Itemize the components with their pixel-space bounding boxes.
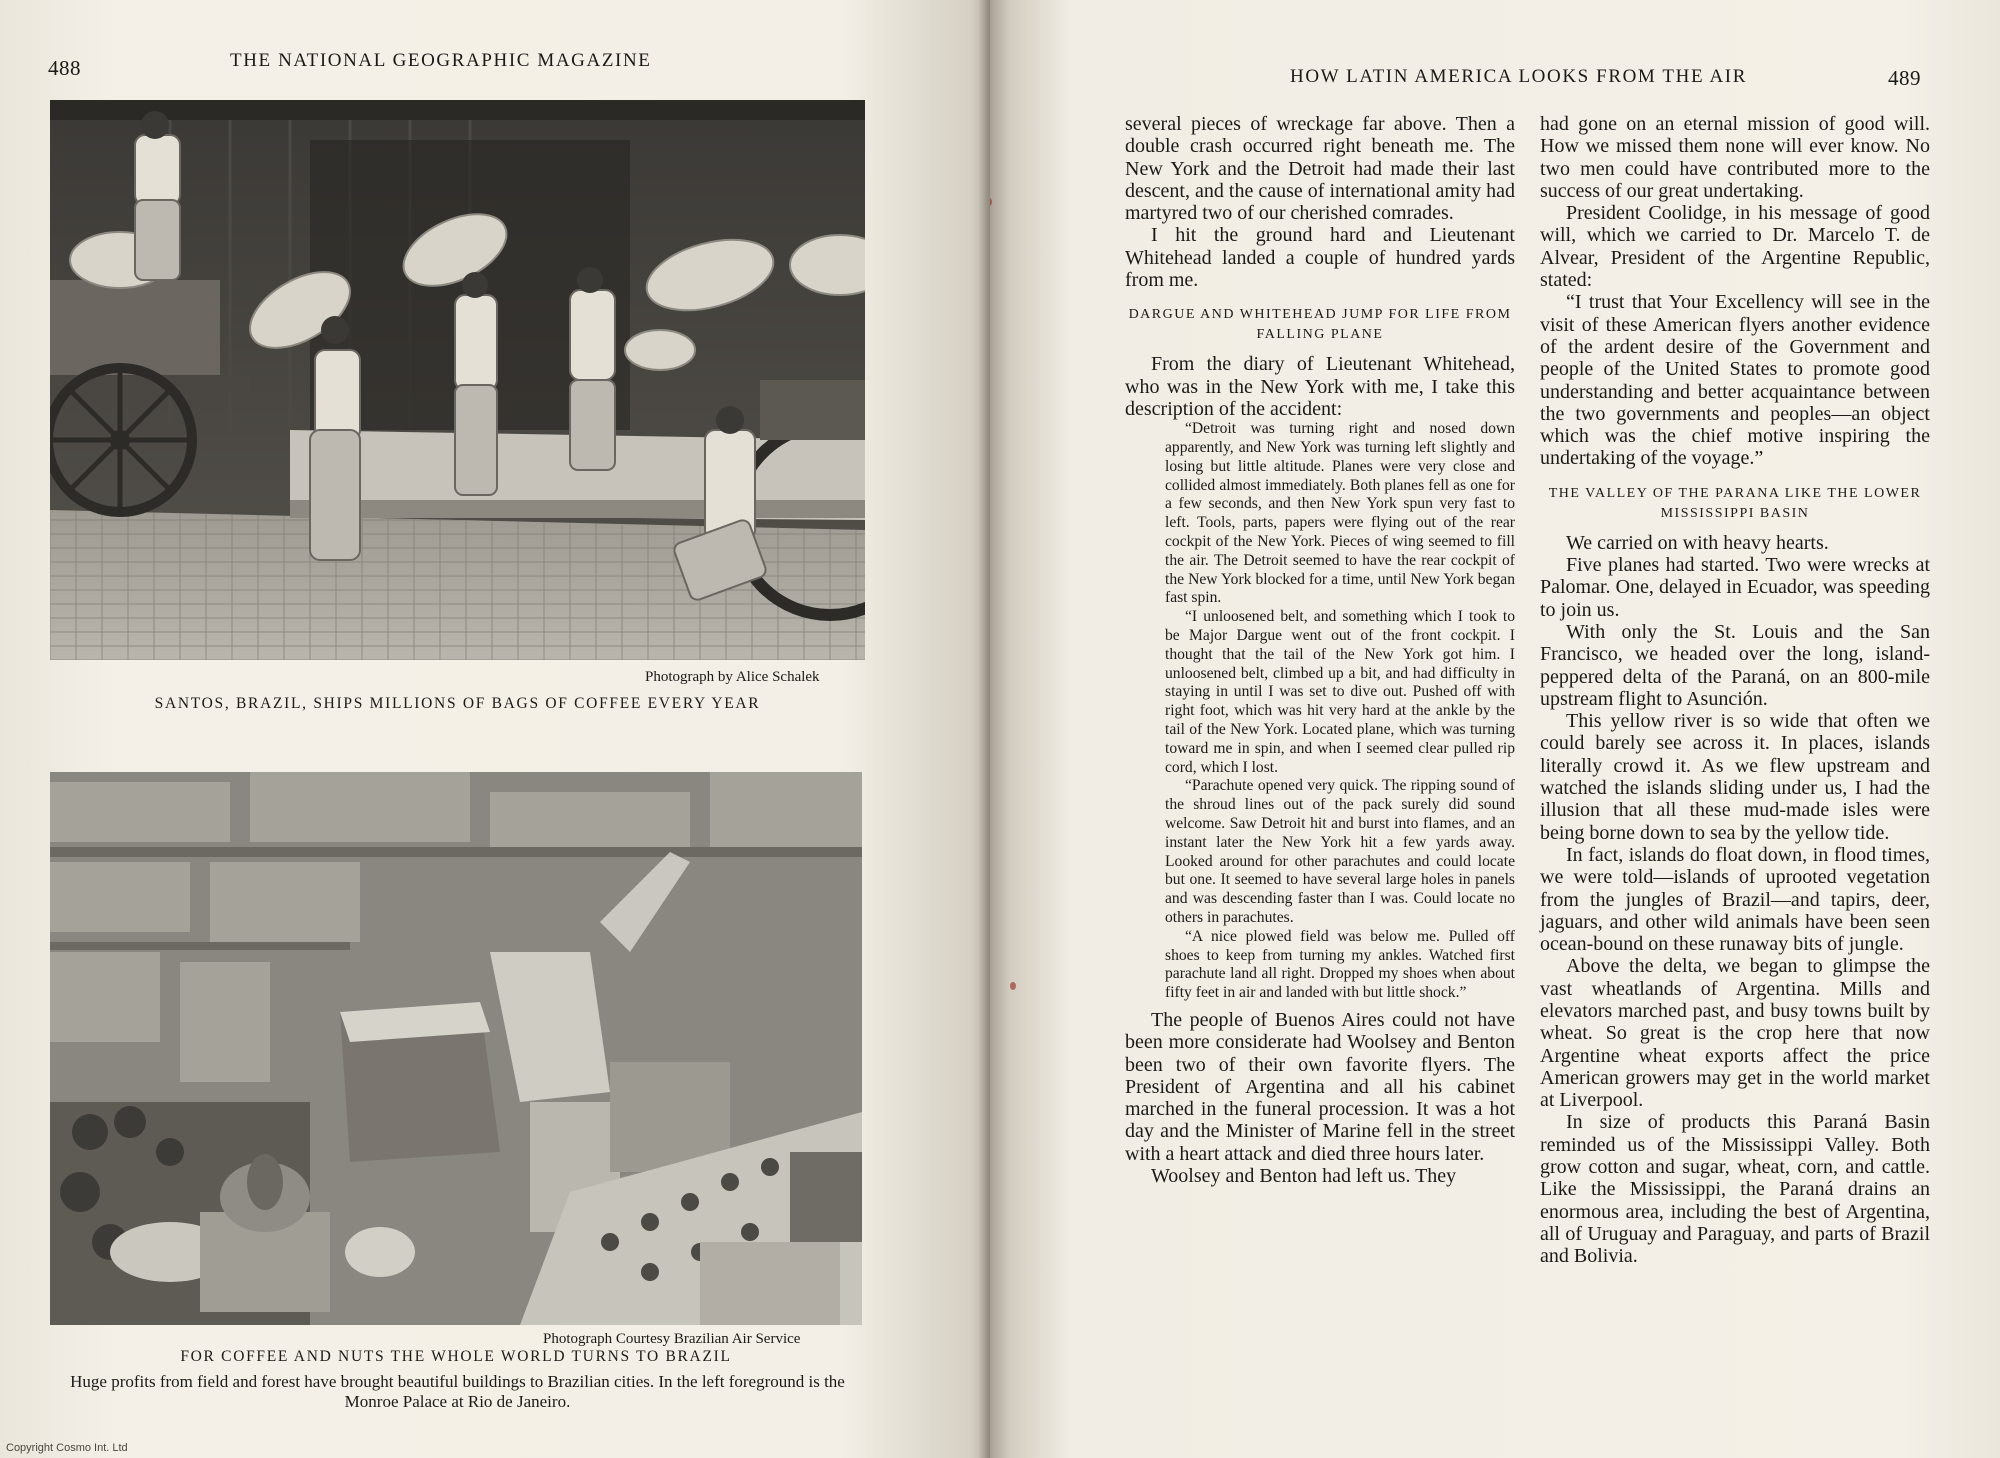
diary-quote: “A nice plowed field was below me. Pulled off shoes to keep from turning my ankles. Watched first parachute land all right. Dropped my shoes when about fifty feet in air and landed with but little shock.” [1165,927,1515,1002]
aerial-city-illustration [50,772,862,1325]
aerial-city-photo [50,772,862,1325]
copyright-notice: Copyright Cosmo Int. Ltd [6,1442,128,1454]
paragraph: From the diary of Lieutenant Whitehead, who was in the New York with me, I take this description of the accident: [1125,353,1515,420]
text-column-right [1540,113,1930,1268]
paragraph: had gone on an eternal mission of good will. How we missed them none will ever know. No two men could have contributed more to the success of our great undertaking. [1540,113,1930,202]
running-head: HOW LATIN AMERICA LOOKS FROM THE AIR [1290,66,1747,87]
photo-credit: Photograph by Alice Schalek [645,669,820,685]
paragraph: Above the delta, we began to glimpse the vast wheatlands of Argentina. Mills and elevators marched past, and busy towns built by wheat. So great is the crop here that now Argentine wheat exports affect the price American growers may get in the world market at Liverpool. [1540,955,1930,1112]
photo-caption-title: FOR COFFEE AND NUTS THE WHOLE WORLD TURNS TO BRAZIL [180,1348,732,1365]
paragraph: In size of products this Paraná Basin reminded us of the Mississippi Valley. Both grow cotton and sugar, wheat, corn, and cattle. Like the Mississippi, the Paraná drains an enormous area, including the best of Argentina, all of Uruguay and Paraguay, and parts of Brazil and Bolivia. [1540,1111,1930,1268]
paragraph: The people of Buenos Aires could not have been more considerate had Woolsey and Benton been two of their own favorite flyers. The President of Argentina and all his cabinet marched in the funeral procession. It was a hot day and the Minister of Marine fell in the street with a heart attack and died three hours later. [1125,1008,1515,1165]
diary-quote: “Parachute opened very quick. The ripping sound of the shroud lines out of the pack surely did sound welcome. Saw Detroit hit and burst into flames, and an instant later the New York hit a few yards away. Looked around for other parachutes and could locate but one. It seemed to have several large holes in panels and was descending faster than I was. Could locate no others in parachutes. [1165,777,1515,926]
section-subhead: DARGUE AND WHITEHEAD JUMP FOR LIFE FROM FALLING PLANE [1128,307,1512,343]
right-page [990,0,2000,1458]
text-column-left [1125,113,1515,1187]
photo-caption-body: Huge profits from field and forest have brought beautiful buildings to Brazilian cities. In the left foreground is the Monroe Palace at Rio de Janeiro. [70,1372,845,1411]
photo-credit: Photograph Courtesy Brazilian Air Service [543,1331,801,1347]
page-number: 488 [48,56,81,80]
coffee-bags-photo [50,100,865,660]
paragraph: This yellow river is so wide that often we could barely see across it. In places, islands literally crowd it. As we flew upstream and watched the islands sliding under us, I had the illusion that all these mud-made isles were being borne down to sea by the yellow tide. [1540,710,1930,844]
coffee-bags-illustration [50,100,865,660]
paragraph: Five planes had started. Two were wrecks at Palomar. One, delayed in Ecuador, was speeding to join us. [1540,554,1930,621]
paragraph: President Coolidge, in his message of good will, which we carried to Dr. Marcelo T. de Alvear, President of the Argentine Republic, stated: [1540,202,1930,292]
diary-quote: “Detroit was turning right and nosed down apparently, and New York was turning left slightly and losing but little altitude. Planes were very close and collided almost immediately. Both planes fell as one for a few seconds, and then New York spun very fast to left. Tools, parts, papers were flying out of the rear cockpit of the New York. Pieces of wing seemed to fill the air. The Detroit seemed to have the rear cockpit of the New York blocked for a time, until New York began fast spin. [1165,420,1515,607]
left-page [0,0,990,1458]
paragraph: We carried on with heavy hearts. [1566,531,1829,554]
diary-quote: “I unloosened belt, and something which I took to be Major Dargue went out of the front cockpit. I thought that the tail of the New York got him. I unloosened belt, climbed up a bit, and had difficulty in staying in until I was set to dive out. Pushed off with right foot, which was hit very hard at the ankle by the tail of the New York. Located plane, which was turning toward me in spin, and when I seemed clear pulled rip cord, which I lost. [1165,608,1515,776]
paragraph: Woolsey and Benton had left us. They [1151,1165,1457,1188]
paragraph: “I trust that Your Excellency will see in the visit of these American flyers another evidence of the ardent desire of the Government and people of the United States to promote good understanding and better acquaintance between the two governments and peoples—an object which was the chief motive inspiring the undertaking of the voyage.” [1540,291,1930,470]
paragraph: With only the St. Louis and the San Francisco, we headed over the long, island-peppered delta of the Paraná, on an 800-mile upstream flight to Asunción. [1540,620,1930,710]
section-subhead: THE VALLEY OF THE PARANA LIKE THE LOWER MISSISSIPPI BASIN [1548,485,1922,521]
running-head: THE NATIONAL GEOGRAPHIC MAGAZINE [230,50,652,71]
photo-caption-title: SANTOS, BRAZIL, SHIPS MILLIONS OF BAGS OF COFFEE EVERY YEAR [154,695,761,712]
paragraph: I hit the ground hard and Lieutenant Whitehead landed a couple of hundred yards from me. [1125,224,1515,292]
paragraph: several pieces of wreckage far above. Then a double crash occurred right beneath me. The New York and the Detroit had made their last descent, and the cause of international amity had martyred two of our cherished comrades. [1125,113,1515,225]
paragraph: In fact, islands do float down, in flood times, we were told—islands of uprooted vegetation from the jungles of Brazil—and tapirs, deer, jaguars, and other wild animals have been seen ocean-bound on these runaway bits of jungle. [1540,843,1930,956]
page-number: 489 [1888,66,1921,90]
